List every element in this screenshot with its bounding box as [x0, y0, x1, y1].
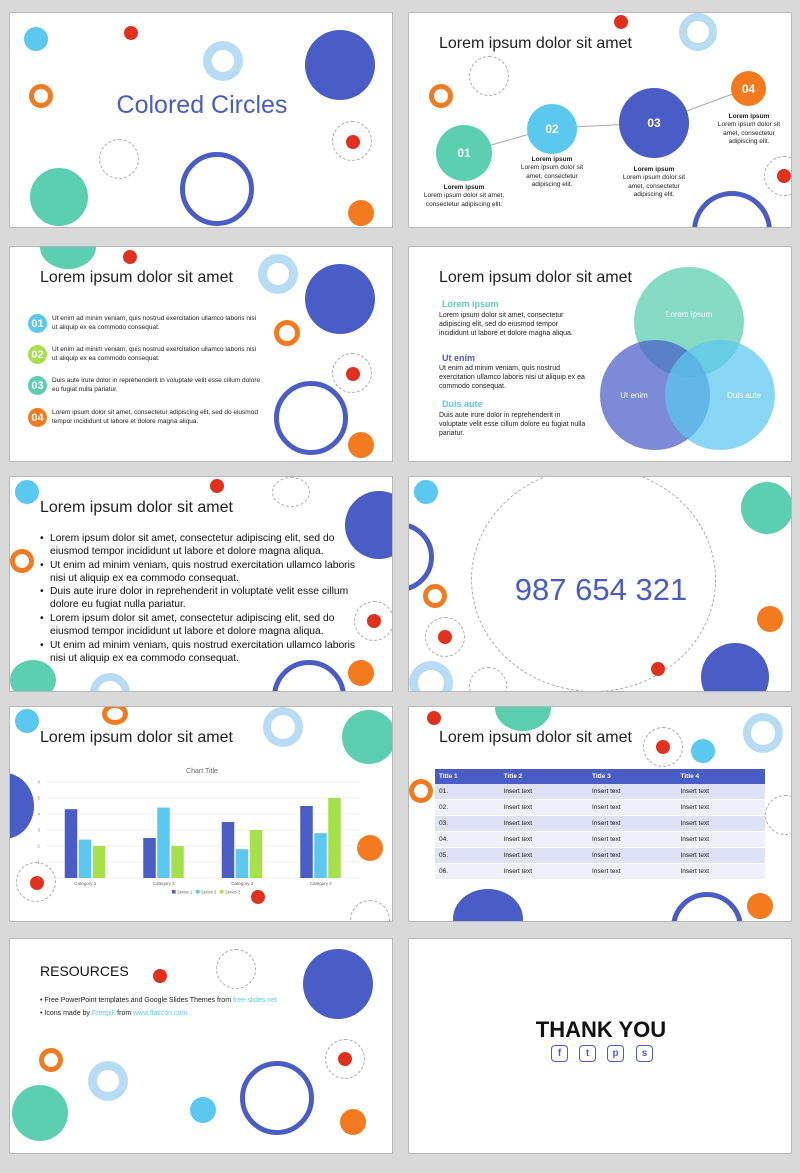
- table-cell: Insert text: [500, 800, 588, 816]
- slide-title: Lorem ipsum dolor sit amet: [439, 269, 632, 286]
- list-item: Lorem ipsum dolor sit amet, consectetur adipiscing elit, sed do eiusmod tempor incididunt ut labore et dolore magna aliqua.: [52, 409, 258, 425]
- table-cell: Insert text: [677, 832, 766, 848]
- bar: [250, 830, 263, 878]
- circle-orange: [747, 893, 773, 919]
- circle-teal: [30, 168, 88, 226]
- bar: [236, 849, 249, 878]
- thank-you-title: THANK YOU: [535, 1017, 667, 1042]
- circle-sky: [691, 739, 715, 763]
- circle-sky: [414, 480, 438, 504]
- circle-orange: [348, 432, 374, 458]
- venn-text: Duis aute irure dolor in reprehenderit in voluptate velit esse cillum dolore eu fugiat nulla pariatur.: [439, 412, 586, 437]
- list-number: 01: [28, 314, 47, 333]
- circle-orange: [340, 1109, 366, 1135]
- ring-blue: [180, 152, 254, 226]
- circle-blue: [305, 30, 375, 100]
- table-cell: Insert text: [588, 832, 676, 848]
- step-03: 03: [619, 88, 689, 158]
- ring-sky: [90, 673, 130, 692]
- table-cell: 04.: [435, 832, 500, 848]
- circle-red: [124, 26, 138, 40]
- chart-title: Chart Title: [186, 768, 218, 775]
- bar: [300, 806, 313, 878]
- bar: [314, 833, 327, 878]
- table-cell: Insert text: [677, 848, 766, 864]
- ring-sky: [88, 1061, 128, 1101]
- table-header: Title 3: [588, 769, 676, 784]
- circle-red: [427, 711, 441, 725]
- circle-sky: [15, 480, 39, 504]
- table-cell: 05.: [435, 848, 500, 864]
- slide-title: Lorem ipsum dolor sit amet: [439, 729, 632, 746]
- table-cell: 03.: [435, 816, 500, 832]
- ring-blue: [274, 381, 348, 455]
- facebook-icon[interactable]: f: [551, 1045, 568, 1062]
- dashed-circle: [765, 795, 792, 835]
- bullet-item: • Lorem ipsum dolor sit amet, consectetur adipiscing elit, sed do eiusmod tempor incididunt ut labore et dolore magna aliqua.: [40, 613, 356, 639]
- venn-label: Ut enim: [620, 391, 648, 400]
- table-row: [435, 832, 765, 848]
- circle-sky: [24, 27, 48, 51]
- phone-number: 987 654 321: [514, 572, 688, 607]
- y-tick-label: 4: [37, 811, 40, 817]
- table-cell: Insert text: [677, 800, 766, 816]
- bar: [143, 838, 156, 878]
- venn-text: Lorem ipsum dolor sit amet, consectetur adipiscing elit, sed do eiusmod tempor incididunt ut labore et dolore magna aliqua.: [439, 312, 573, 337]
- slide-title: Lorem ipsum dolor sit amet: [40, 729, 233, 746]
- table-cell: Insert text: [500, 832, 588, 848]
- table-row: [435, 816, 765, 832]
- step-caption: Lorem ipsum Lorem ipsum dolor sit amet, consectetur adipiscing elit.: [423, 184, 505, 208]
- table-row: [435, 800, 765, 816]
- dashed-circle: [99, 139, 139, 179]
- step-caption: Lorem ipsum Lorem ipsum dolor sit amet, consectetur adipiscing elit.: [622, 166, 686, 199]
- legend-swatch: [172, 890, 176, 894]
- circle-blue: [303, 949, 373, 1019]
- x-tick-label: Category 2: [152, 881, 175, 886]
- slide-9[interactable]: [9, 938, 393, 1154]
- step-caption: Lorem ipsum Lorem ipsum dolor sit amet, consectetur adipiscing elit.: [717, 113, 781, 146]
- bar: [79, 840, 92, 878]
- list-number: 03: [28, 376, 47, 395]
- x-tick-label: Category 4: [309, 881, 332, 886]
- bar: [93, 846, 106, 878]
- circle-red: [153, 969, 167, 983]
- bullet-list: [40, 533, 356, 667]
- circle-sky: [190, 1097, 216, 1123]
- slide-5[interactable]: [9, 476, 393, 692]
- ring-sky: [743, 713, 783, 753]
- ring-orange: [39, 1048, 63, 1072]
- bullet-item: • Ut enim ad minim veniam, quis nostrud exercitation ullamco laboris nisi ut aliquip ex ea commodo consequat.: [40, 640, 356, 666]
- list-item: Ut enim ad minim veniam, quis nostrud exercitation ullamco laboris nisi ut aliquip ex ea commodo consequat.: [52, 346, 257, 362]
- venn-heading: Duis aute: [442, 399, 483, 409]
- freepik-link[interactable]: Freepik: [91, 1010, 116, 1017]
- circle-teal: [40, 246, 96, 269]
- venn-label: Duis aute: [727, 391, 761, 400]
- table-header: Title 4: [677, 769, 766, 784]
- circle-red: [338, 1052, 352, 1066]
- slide-title: Lorem ipsum dolor sit amet: [40, 269, 233, 286]
- bar: [65, 809, 78, 878]
- table-cell: Insert text: [500, 816, 588, 832]
- circle-blue: [305, 264, 375, 334]
- slide-title: Colored Circles: [116, 91, 288, 119]
- list-number: 02: [28, 345, 47, 364]
- ring-orange: [409, 779, 433, 803]
- legend-swatch: [196, 890, 200, 894]
- slide-2[interactable]: [408, 12, 792, 228]
- circle-red: [651, 662, 665, 676]
- bar: [157, 808, 170, 878]
- dashed-circle: [469, 667, 507, 692]
- dashed-circle: [216, 949, 256, 989]
- bar: [171, 846, 184, 878]
- dashed-circle: [272, 477, 310, 507]
- y-tick-label: 5: [37, 795, 40, 801]
- data-table: [435, 769, 765, 880]
- ring-blue: [671, 892, 743, 922]
- step-01: 01: [436, 125, 492, 181]
- circle-red: [438, 630, 452, 644]
- skype-icon[interactable]: s: [636, 1045, 653, 1062]
- circle-red: [346, 135, 360, 149]
- slide-title: Lorem ipsum dolor sit amet: [439, 35, 632, 52]
- circle-orange: [348, 200, 374, 226]
- bullet-item: • Lorem ipsum dolor sit amet, consectetur adipiscing elit, sed do eiusmod tempor incididunt ut labore et dolore magna aliqua.: [40, 533, 356, 559]
- table-header: Title 2: [500, 769, 588, 784]
- venn-heading: Ut enim: [442, 353, 476, 363]
- x-tick-label: Category 3: [231, 881, 254, 886]
- slide-6[interactable]: [408, 476, 792, 692]
- y-tick-label: 3: [37, 827, 40, 833]
- table-cell: 02.: [435, 800, 500, 816]
- table-cell: Insert text: [588, 848, 676, 864]
- bar: [222, 822, 235, 878]
- step-02: 02: [527, 104, 577, 154]
- circle-teal: [495, 706, 551, 731]
- step-04: 04: [731, 71, 766, 106]
- table-cell: Insert text: [588, 784, 676, 800]
- table-row: [435, 864, 765, 880]
- circle-teal: [741, 482, 792, 534]
- y-tick-label: 0: [37, 875, 40, 881]
- flaticon-link[interactable]: www.flaticon.com: [133, 1010, 188, 1017]
- twitter-icon[interactable]: t: [579, 1045, 596, 1062]
- bullet-item: • Duis aute irure dolor in reprehenderit in voluptate velit esse cillum dolore eu fugiat nulla pariatur.: [40, 586, 356, 612]
- table-cell: Insert text: [677, 816, 766, 832]
- circle-blue: [453, 889, 523, 922]
- slide-7[interactable]: [9, 706, 393, 922]
- circle-red: [346, 367, 360, 381]
- table-cell: Insert text: [500, 784, 588, 800]
- resource-line: • Icons made by Freepik from www.flaticon.com: [40, 1010, 188, 1017]
- list-item: Ut enim ad minim veniam, quis nostrud exercitation ullamco laboris nisi ut aliquip ex ea commodo consequat.: [52, 315, 257, 331]
- slide-title: RESOURCES: [40, 963, 129, 979]
- x-tick-label: Category 1: [74, 881, 97, 886]
- legend-label: Series 3: [225, 889, 241, 895]
- legend-swatch: [220, 890, 224, 894]
- list-item: Duis aute irure dolor in reprehenderit in voluptate velit esse cillum dolore eu fugiat nulla pariatur.: [52, 377, 261, 393]
- y-tick-label: 6: [37, 779, 40, 785]
- legend-label: Series 2: [201, 889, 217, 895]
- bar-chart: [10, 707, 393, 922]
- ring-orange: [274, 320, 300, 346]
- table-header: Title 1: [435, 769, 500, 784]
- circle-red: [656, 740, 670, 754]
- table-cell: Insert text: [500, 848, 588, 864]
- table-cell: Insert text: [677, 784, 766, 800]
- slide-1[interactable]: [9, 12, 393, 228]
- ring-sky: [409, 661, 453, 692]
- table-cell: Insert text: [588, 800, 676, 816]
- venn-text: Ut enim ad minim veniam, quis nostrud exercitation ullamco laboris nisi ut aliquip ex ea commodo consequat.: [439, 365, 585, 390]
- venn-heading: Lorem ipsum: [442, 299, 499, 309]
- ring-sky: [203, 41, 243, 81]
- pinterest-icon[interactable]: p: [607, 1045, 624, 1062]
- table-cell: Insert text: [588, 816, 676, 832]
- circle-orange: [757, 606, 783, 632]
- bullet-item: • Ut enim ad minim veniam, quis nostrud exercitation ullamco laboris nisi ut aliquip ex ea commodo consequat.: [40, 560, 356, 586]
- ring-sky: [258, 254, 298, 294]
- table-cell: 06.: [435, 864, 500, 880]
- slide-3[interactable]: [9, 246, 393, 462]
- resource-line: • Free PowerPoint templates and Google Slides Themes from free-slides.net: [40, 997, 277, 1004]
- circle-red: [367, 614, 381, 628]
- table-row: [435, 848, 765, 864]
- table-header-row: [435, 769, 765, 784]
- table-cell: 01.: [435, 784, 500, 800]
- circle-red: [210, 479, 224, 493]
- list-number: 04: [28, 408, 47, 427]
- slide-4[interactable]: [408, 246, 792, 462]
- y-tick-label: 2: [37, 843, 40, 849]
- table-cell: Insert text: [677, 864, 766, 880]
- legend-label: Series 1: [177, 889, 193, 895]
- table-cell: Insert text: [588, 864, 676, 880]
- table-cell: Insert text: [500, 864, 588, 880]
- venn-label: Lorem ipsum: [665, 310, 713, 319]
- slide-10[interactable]: [408, 938, 792, 1154]
- circle-blue: [701, 643, 769, 692]
- circle-teal: [12, 1085, 68, 1141]
- slide-title: Lorem ipsum dolor sit amet: [40, 499, 233, 516]
- bar: [328, 798, 341, 878]
- circle-red: [123, 250, 137, 264]
- ring-orange: [10, 549, 34, 573]
- y-tick-label: 1: [37, 859, 40, 865]
- free-slides-link[interactable]: free-slides.net: [232, 997, 277, 1004]
- step-caption: Lorem ipsum Lorem ipsum dolor sit amet, consectetur adipiscing elit.: [520, 156, 584, 189]
- table-row: [435, 784, 765, 800]
- slide-8[interactable]: [408, 706, 792, 922]
- ring-blue: [240, 1061, 314, 1135]
